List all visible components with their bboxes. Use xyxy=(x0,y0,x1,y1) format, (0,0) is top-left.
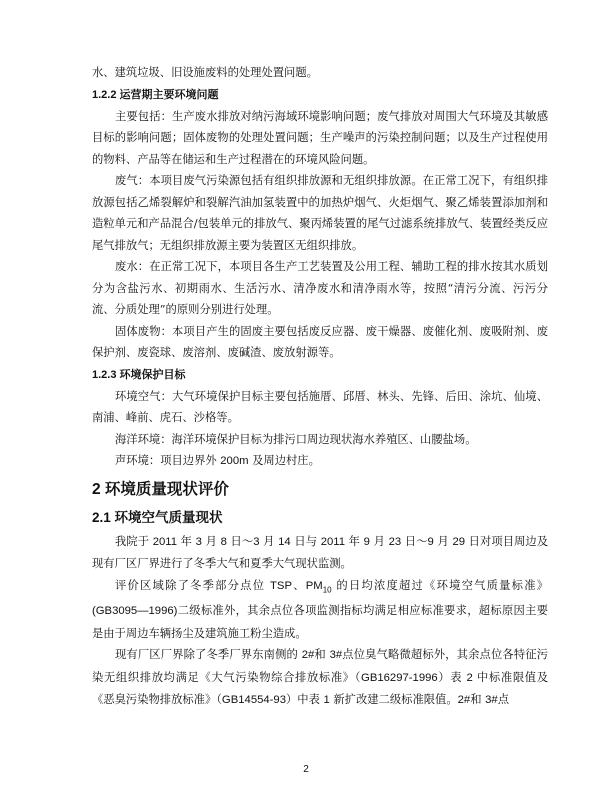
text-run: 点位臭气略微超标外，其余点位各特征污染无组织排放均满足《大气污染物综合排放标准》 xyxy=(92,648,549,684)
text-run: 和 xyxy=(470,693,486,707)
text-run: 200m xyxy=(220,455,249,467)
text-run: 月 xyxy=(433,534,453,548)
text-run: (GB3095—1996) xyxy=(92,605,178,618)
paragraph-ambient-air: 环境空气：大气环境保护目标主要包括施厝、邱厝、林头、先锋、后田、涂坑、仙境、南浦、峰前、虎石、沙格等。 xyxy=(92,389,548,424)
paragraph-waste-gas: 废气：本项目废气污染源包括有组织排放源和无组织排放源。在正常工况下，有组织排放源包括乙烯裂解炉和裂解汽油加氢装置中的加热炉烟气、火炬烟气、聚乙烯装置添加剂和造粒单元和产品混合/包装单元的排放气、聚丙烯装置的尾气过滤系统排放气、装置经类反应尾气排放气；无组织排放源主要为装置区无组织排放。 xyxy=(92,174,548,252)
text-run: 声环境：项目边界外 xyxy=(115,454,221,467)
text-run: 现有厂区厂界除了冬季厂界东南侧的 xyxy=(115,648,302,662)
text-run: 表 xyxy=(450,670,467,684)
text-run: 月 xyxy=(259,534,279,548)
heading-1-2-3: 1.2.3 环境保护目标 xyxy=(92,368,186,381)
text-run: 日与 xyxy=(290,534,321,548)
page-number: 2 xyxy=(303,764,309,775)
paragraph-noise xyxy=(92,450,548,473)
paragraph-continuation: 水、建筑垃圾、旧设施废料的处理处置问题。 xyxy=(92,66,318,79)
text-run: 1 xyxy=(323,694,330,707)
text-run: 中标准限值及《恶臭污染物排放标准》 xyxy=(92,670,548,707)
text-run: （GB16297-1996） xyxy=(354,671,451,684)
text-run: 23 xyxy=(388,535,402,548)
text-run: 日～ xyxy=(401,534,428,548)
text-run: 评价区域除了冬季部分点位 xyxy=(115,578,271,592)
text-run: 我院于 xyxy=(115,534,153,548)
text-run: 月 xyxy=(369,534,389,548)
text-run: 2011 xyxy=(152,535,177,548)
text-run: 及周边村庄。 xyxy=(248,454,320,467)
text-run: 29 xyxy=(452,535,466,548)
text-run: 二级标准外，其余点位各项监测指标均满足相应标准要求，超标原因主要是由于周边车辆扬尘及建筑施工粉尘造成。 xyxy=(92,604,548,640)
text-run: 9 xyxy=(427,535,434,548)
text-run: 14 xyxy=(278,535,291,548)
text-run: 日～ xyxy=(226,534,254,548)
text-run: 3# xyxy=(329,649,343,662)
text-run: PM xyxy=(305,579,323,592)
paragraph-marine: 海洋环境：海洋环境保护目标为排污口周边现状海水养殖区、山腰盐场。 xyxy=(115,432,477,446)
heading-1-2-2: 1.2.2 运营期主要环境问题 xyxy=(92,88,219,101)
text-run: 的日均浓度超过《环境空气质量标准》 xyxy=(331,578,549,592)
heading-2-1: 2.1 环境空气质量现状 xyxy=(92,509,223,525)
text-run: 点 xyxy=(497,693,509,707)
text-run: TSP xyxy=(270,579,293,592)
text-run: 月 xyxy=(201,534,221,548)
text-run: 3 xyxy=(253,535,260,548)
document-body xyxy=(92,62,548,712)
paragraph-solid-waste: 固体废物：本项目产生的固废主要包括废反应器、废干燥器、废催化剂、废吸附剂、废保护剂、废瓷球、废溶剂、废碱渣、废放射源等。 xyxy=(92,324,548,359)
text-run: 2# xyxy=(457,694,471,707)
text-run: 和 xyxy=(314,648,330,662)
paragraph-odor xyxy=(92,644,548,712)
text-run: 8 xyxy=(220,535,227,548)
text-run: 、 xyxy=(292,578,306,592)
text-run: 9 xyxy=(363,535,370,548)
subscript: 10 xyxy=(322,584,332,594)
paragraph-main-issues: 主要包括：生产废水排放对纳污海域环境影响问题；废气排放对周围大气环境及其敏感目标的影响问题；固体废物的处理处置问题；生产噪声的污染控制问题；以及生产过程使用的物料、产品等在储运和生产过程潜在的环境风险问题。 xyxy=(92,109,548,166)
text-run: 2011 xyxy=(320,535,345,548)
text-run: 日对项目周边及现有厂区厂界进行了冬季大气和夏季大气现状监测。 xyxy=(92,534,549,570)
text-run: 年 xyxy=(345,534,364,548)
text-run: 年 xyxy=(176,534,196,548)
heading-2: 2 环境质量现状评价 xyxy=(92,480,229,498)
text-run: 新扩改建二级标准限值。 xyxy=(329,693,458,707)
text-run: 3# xyxy=(485,694,498,707)
text-run: 2 xyxy=(466,671,473,684)
paragraph-monitoring xyxy=(92,531,548,575)
text-run: 中表 xyxy=(297,693,324,707)
text-run: 3 xyxy=(195,535,202,548)
text-run: （GB14554-93） xyxy=(216,694,298,707)
paragraph-evaluation xyxy=(92,575,548,645)
paragraph-waste-water: 废水：在正常工况下，本项目各生产工艺装置及公用工程、辅助工程的排水按其水质划分为含盐污水、初期雨水、生活污水、清净废水和清净雨水等，按照“清污分流、污污分流、分质处理”的原则分别进行处理。 xyxy=(92,260,548,316)
text-run: 2# xyxy=(301,649,315,662)
